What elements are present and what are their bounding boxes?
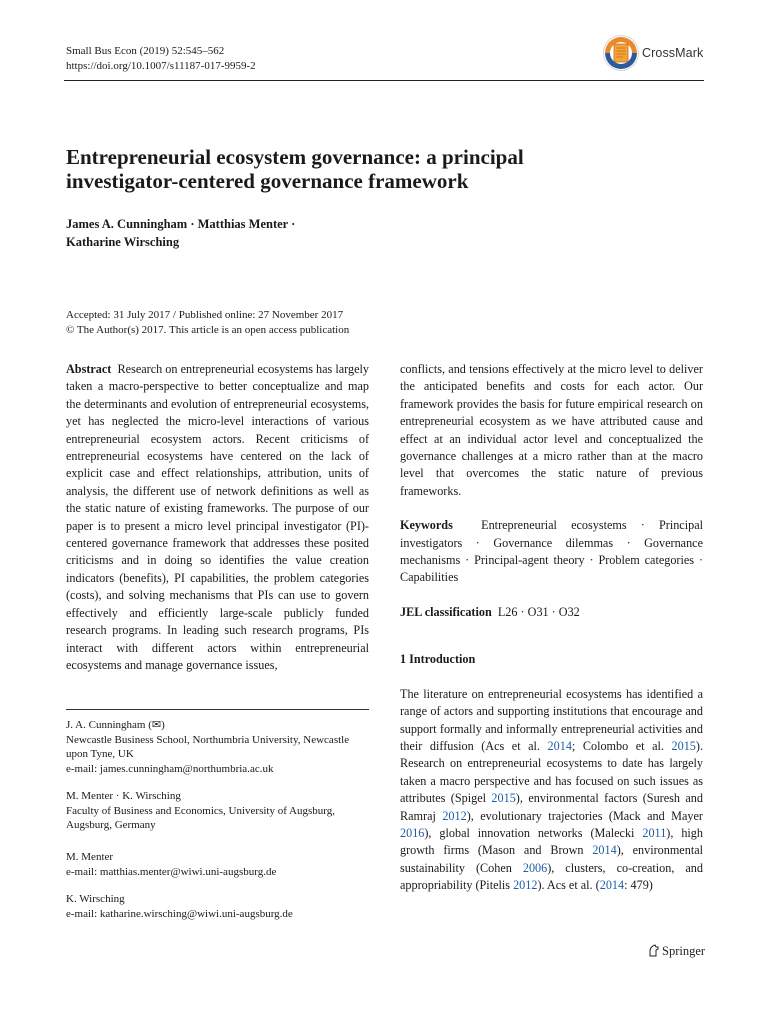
affiliation-divider <box>66 709 369 710</box>
accepted-published-date: Accepted: 31 July 2017 / Published online: 27 November 2017 <box>66 309 344 321</box>
jel-codes: L26 · O31 · O32 <box>497 604 580 619</box>
abstract-text-left: Research on entrepreneurial ecosystems has largely taken a macro-perspective to better conceptualize and map the determinants and evolution of entrepreneurial ecosystems, yet has neglected the micro-level interactions of various entrepreneurial ecosystem actors. Recent criticisms of entrepreneurial ecosystems have centered on the lack of explicit case and effect relationships, attribution, units of analysis, the different use of network definitions as well as the static nature of existing frameworks. The purpose of our paper is to present a micro level principal investigator (PI)-centered governance framework that addresses these posited criticisms and in doing so identifies the value creation indicators (benefits), PI capabilities, the problem categories (costs), and solving mechanisms that PIs can use to govern effectively and efficiently large-scale publicly funded research programs. In leading such research programs, PIs interact with different actors within entrepreneurial ecosystems and manage governance issues, <box>66 362 369 672</box>
right-column <box>400 361 703 895</box>
citation-link[interactable]: 2014 <box>547 738 572 753</box>
intro-text: : 479) <box>624 878 653 893</box>
affiliation-block-4 <box>66 892 369 921</box>
intro-text: ). Acs et al. ( <box>537 878 600 893</box>
author-list <box>66 215 386 251</box>
affiliation-email[interactable]: e-mail: katharine.wirsching@wiwi.uni-augsburg.de <box>66 907 293 920</box>
citation-link[interactable]: 2006 <box>522 860 548 875</box>
affiliation-email[interactable]: e-mail: james.cunningham@northumbria.ac.uk <box>66 762 274 775</box>
citation-link[interactable]: 2012 <box>513 878 538 893</box>
citation-link[interactable]: 2015 <box>491 791 516 806</box>
springer-logo <box>648 944 705 959</box>
doi-link[interactable]: https://doi.org/10.1007/s11187-017-9959-2 <box>66 60 256 72</box>
crossmark-label: CrossMark <box>642 46 704 60</box>
citation-link[interactable]: 2015 <box>671 738 696 753</box>
license-statement: © The Author(s) 2017. This article is an open access publication <box>66 324 350 336</box>
affiliation-block-1 <box>66 718 369 776</box>
publisher-name: Springer <box>662 944 706 958</box>
jel-label: JEL classification <box>400 604 492 619</box>
affiliation-line: Faculty of Business and Economics, University of Augsburg, Augsburg, Germany <box>66 804 335 831</box>
section-heading-introduction: 1 Introduction <box>400 652 476 667</box>
intro-text: ), high growth firms (Mason and Brown <box>400 825 703 858</box>
jel-paragraph <box>400 604 703 621</box>
intro-text: ), environmental factors (Suresh and Ramraj <box>400 791 703 823</box>
intro-text: ), evolutionary trajectories (Mack and Mayer <box>466 808 703 823</box>
citation-link[interactable]: 2014 <box>599 878 625 893</box>
keywords-text: Entrepreneurial ecosystems · Principal investigators · Governance dilemmas · Governance mechanisms · Principal-agent theory · Problem categories · Capabilities <box>400 518 703 585</box>
keywords-paragraph <box>400 517 703 587</box>
intro-text: ), global innovation networks (Malecki <box>424 825 643 840</box>
citation-link[interactable]: 2014 <box>592 843 617 858</box>
affiliation-email[interactable]: e-mail: matthias.menter@wiwi.uni-augsburg.de <box>66 865 277 878</box>
abstract-text-right: conflicts, and tensions effectively at the micro level to deliver the anticipated benefits and costs for each actor. Our framework provides the basis for future empirical research on entrepreneurial ecosystem as we have attributed cause and effect at an individual actor level and conceptualized the governance challenges at a micro rather than at the macro level that overcomes the static nature of previous frameworks. <box>400 362 703 498</box>
citation-link[interactable]: 2016 <box>400 825 425 840</box>
affiliation-block-3 <box>66 850 369 879</box>
citation-link[interactable]: 2011 <box>642 825 667 840</box>
affiliation-name: M. Menter · K. Wirsching <box>66 790 181 802</box>
affiliation-block-2 <box>66 789 369 833</box>
intro-text: ), clusters, co-creation, and appropriability (Pitelis <box>400 860 703 893</box>
article-title: Entrepreneurial ecosystem governance: a principal investigator-centered governance framework <box>66 145 524 193</box>
affiliation-name: J. A. Cunningham (✉) <box>66 719 165 731</box>
abstract-left-column <box>66 361 369 674</box>
citation-link[interactable]: 2012 <box>442 808 467 823</box>
keywords-label: Keywords <box>400 518 453 533</box>
intro-text: ), environmental sustainability (Cohen <box>400 843 703 875</box>
springer-horse-icon <box>648 944 660 957</box>
intro-text: ). Research on entrepreneurial ecosystems to date has largely taken a macro perspective and has focused on such issues as attributes (Spigel <box>400 738 703 806</box>
affiliation-name: M. Menter <box>66 851 114 863</box>
intro-text: ; Colombo et al. <box>571 738 672 753</box>
intro-text: The literature on entrepreneurial ecosystems has identified a range of actors and supporting institutions that encourage and support formally and informally entrepreneurial activities and their diffusion (Acs et al. <box>400 686 703 753</box>
author-line-2: Katharine Wirsching <box>66 235 180 249</box>
header-rule <box>64 80 704 81</box>
crossmark-icon <box>602 34 640 72</box>
crossmark-badge[interactable] <box>602 34 702 72</box>
affiliation-name: K. Wirsching <box>66 893 125 905</box>
journal-citation: Small Bus Econ (2019) 52:545–562 <box>66 45 225 57</box>
abstract-label: Abstract <box>66 362 112 376</box>
publication-dates <box>66 308 386 338</box>
affiliation-line: Newcastle Business School, Northumbria University, Newcastle upon Tyne, UK <box>66 733 350 760</box>
introduction-paragraph <box>400 686 703 895</box>
journal-header <box>66 44 256 74</box>
author-line-1: James A. Cunningham · Matthias Menter · <box>66 217 296 231</box>
abstract-paragraph <box>66 361 369 674</box>
